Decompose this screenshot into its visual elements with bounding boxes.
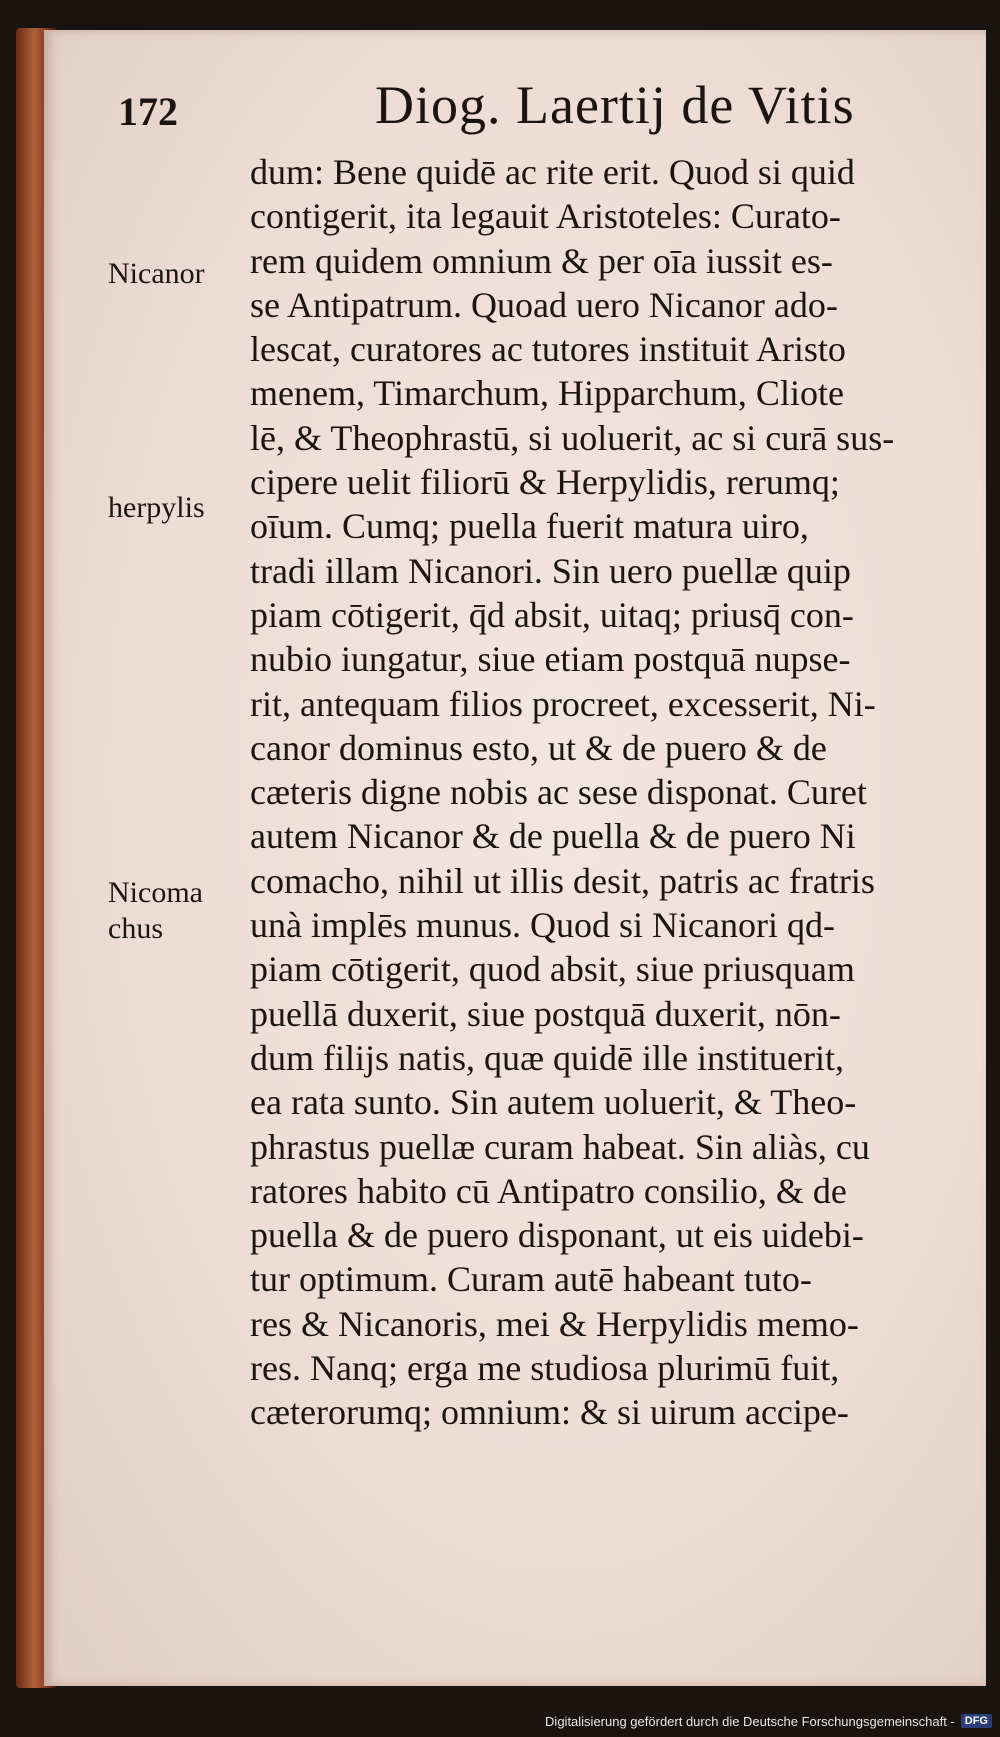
text-line: unà implēs munus. Quod si Nicanori qd-	[250, 905, 835, 946]
text-line: canor dominus esto, ut & de puero & de	[250, 727, 827, 768]
digitization-footer	[0, 1708, 1000, 1734]
text-line: piam cōtigerit, quod absit, siue priusquam	[250, 949, 855, 990]
body-text	[250, 150, 970, 1435]
text-line: menem, Timarchum, Hipparchum, Cliote	[250, 373, 844, 414]
text-line: comacho, nihil ut illis desit, patris ac fratris	[250, 860, 875, 901]
text-line: dum: Bene quidē ac rite erit. Quod si quid	[250, 152, 855, 192]
text-line: se Antipatrum. Quoad uero Nicanor ado-	[250, 284, 838, 325]
dfg-logo-badge: DFG	[961, 1714, 992, 1728]
margin-note-nicomachus: Nicoma chus	[108, 876, 203, 945]
text-line: res & Nicanoris, mei & Herpylidis memo-	[250, 1303, 859, 1344]
text-line: oīum. Cumq; puella fuerit matura uiro,	[250, 506, 809, 547]
text-line: lescat, curatores ac tutores instituit Aristo	[250, 329, 846, 370]
margin-note-herpylis: herpylis	[108, 491, 205, 524]
text-line: cipere uelit filiorū & Herpylidis, rerumq;	[250, 462, 840, 503]
text-line: contigerit, ita legauit Aristoteles: Curato-	[250, 196, 841, 237]
text-line: rem quidem omnium & per oīa iussit es-	[250, 240, 833, 281]
text-line: lē, & Theophrastū, si uoluerit, ac si curā sus-	[250, 417, 895, 458]
text-line: piam cōtigerit, q̄d absit, uitaq; priusq̄ con-	[250, 594, 854, 635]
text-line: tur optimum. Curam autē habeant tuto-	[250, 1259, 812, 1300]
text-line: cæteris digne nobis ac sese disponat. Curet	[250, 772, 867, 813]
page-number: 172	[118, 89, 178, 134]
text-line: phrastus puellæ curam habeat. Sin aliàs, cu	[250, 1126, 870, 1167]
text-line: ratores habito cū Antipatro consilio, & de	[250, 1170, 847, 1211]
text-line: rit, antequam filios procreet, excesserit, Ni-	[250, 683, 876, 724]
text-line: nubio iungatur, siue etiam postquā nupse-	[250, 639, 851, 680]
text-line: ea rata sunto. Sin autem uoluerit, & Theo-	[250, 1082, 857, 1123]
text-line: puellā duxerit, siue postquā duxerit, nōn-	[250, 993, 841, 1034]
text-line: res. Nanq; erga me studiosa plurimū fuit,	[250, 1348, 840, 1389]
text-line: dum filijs natis, quæ quidē ille instituerit,	[250, 1037, 844, 1078]
text-line: autem Nicanor & de puella & de puero Ni	[250, 816, 856, 857]
text-line: puella & de puero disponant, ut eis uidebi-	[250, 1215, 864, 1256]
running-title: Diog. Laertij de Vitis	[375, 75, 855, 135]
text-line: tradi illam Nicanori. Sin uero puellæ quip	[250, 550, 851, 591]
funding-credit: Digitalisierung gefördert durch die Deutsche Forschungsgemeinschaft -	[545, 1713, 955, 1729]
text-line: cæterorumq; omnium: & si uirum accipe-	[250, 1392, 849, 1433]
margin-note-nicanor: Nicanor	[108, 257, 205, 290]
